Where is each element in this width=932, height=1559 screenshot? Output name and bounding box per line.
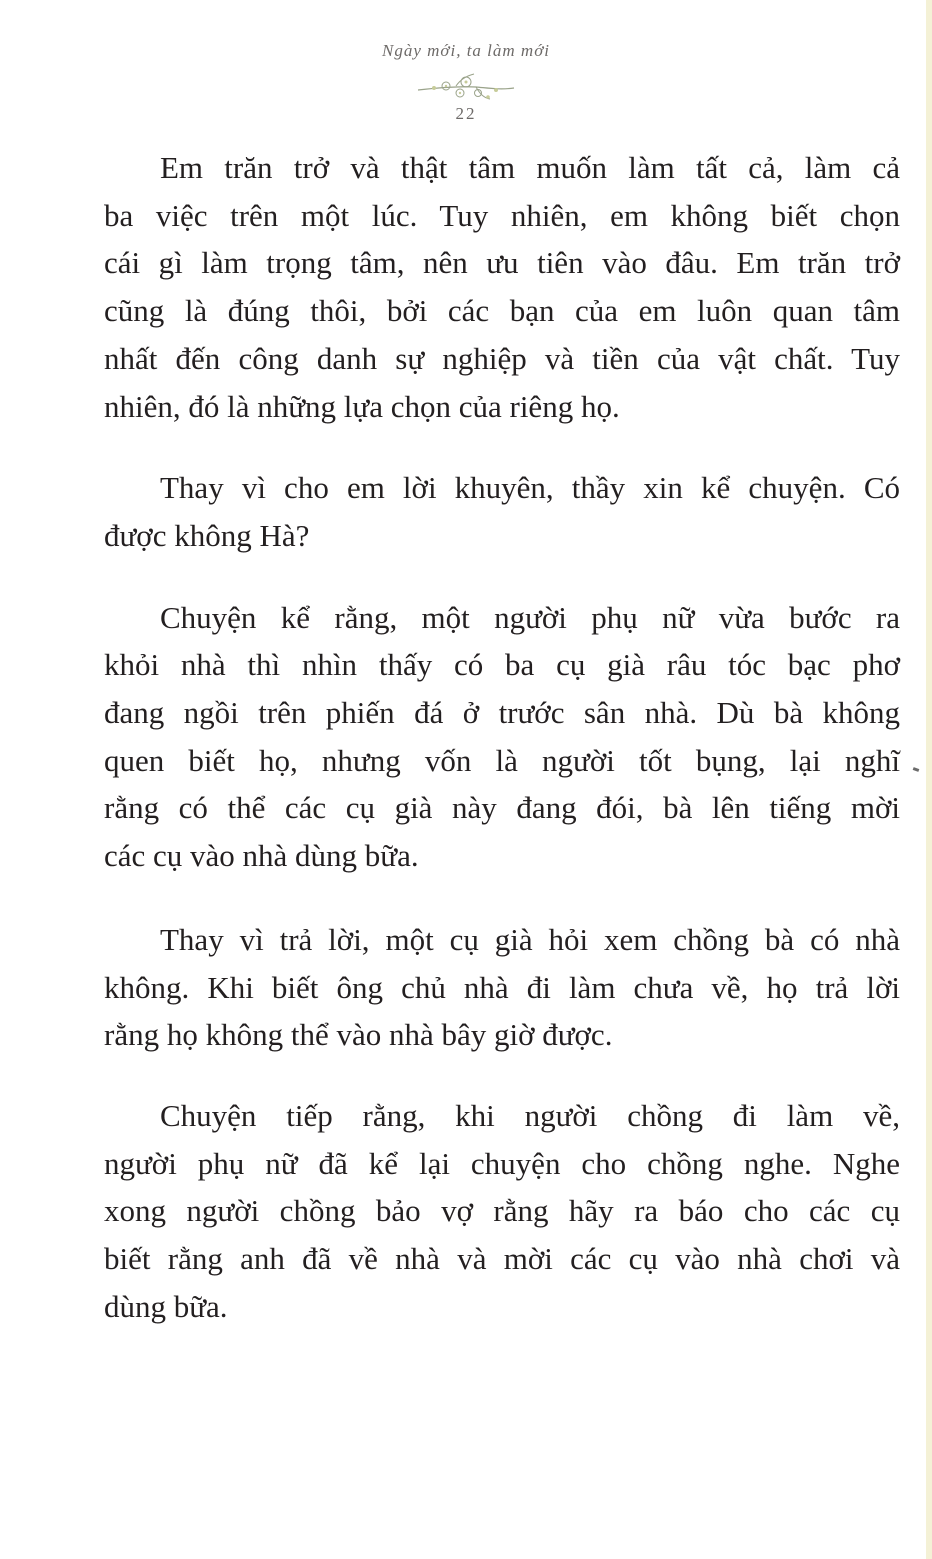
text-line: cái gì làm trọng tâm, nên ưu tiên vào đâu. Em trăn trở: [104, 245, 900, 281]
text-line: các cụ vào nhà dùng bữa.: [104, 838, 419, 874]
text-line: người phụ nữ đã kể lại chuyện cho chồng nghe. Nghe: [104, 1145, 900, 1181]
text-line: cũng là đúng thôi, bởi các bạn của em luôn quan tâm: [104, 293, 900, 329]
text-line: nhiên, đó là những lựa chọn của riêng họ.: [104, 388, 620, 424]
text-line: rằng có thể các cụ già này đang đói, bà lên tiếng mời: [104, 790, 900, 826]
body-text: [104, 144, 900, 1362]
text-line: quen biết họ, nhưng vốn là người tốt bụng, lại nghĩ: [104, 742, 900, 778]
text-line: Em trăn trở và thật tâm muốn làm tất cả, làm cả: [160, 150, 900, 185]
plum-blossom-branch-icon: [416, 66, 516, 106]
page-header: [0, 40, 932, 106]
text-line: ba việc trên một lúc. Tuy nhiên, em không biết chọn: [104, 197, 900, 233]
text-line: Thay vì trả lời, một cụ già hỏi xem chồng bà có nhà: [160, 921, 900, 957]
paragraph: [104, 464, 900, 559]
text-line: nhất đến công danh sự nghiệp và tiền của vật chất. Tuy: [104, 340, 900, 376]
running-title: Ngày mới, ta làm mới: [381, 41, 550, 60]
text-line: Thay vì cho em lời khuyên, thầy xin kể chuyện. Có: [160, 470, 900, 506]
page-edge-strip: [926, 0, 932, 1559]
text-line: rằng họ không thể vào nhà bây giờ được.: [104, 1017, 613, 1053]
text-line: khỏi nhà thì nhìn thấy có ba cụ già râu tóc bạc phơ: [104, 647, 900, 683]
text-line: không. Khi biết ông chủ nhà đi làm chưa về, họ trả lời: [104, 969, 900, 1005]
paragraph: [104, 594, 900, 880]
paragraph: [104, 144, 900, 430]
text-line: đang ngồi trên phiến đá ở trước sân nhà. Dù bà không: [104, 695, 900, 731]
text-line: biết rằng anh đã về nhà và mời các cụ vào nhà chơi và: [104, 1241, 900, 1277]
text-line: dùng bữa.: [104, 1288, 228, 1324]
paragraph: [104, 916, 900, 1059]
text-line: Chuyện kể rằng, một người phụ nữ vừa bước ra: [160, 599, 900, 635]
margin-speck: [913, 767, 920, 772]
text-line: được không Hà?: [104, 517, 310, 553]
text-line: Chuyện tiếp rằng, khi người chồng đi làm về,: [160, 1097, 900, 1133]
text-line: xong người chồng bảo vợ rằng hãy ra báo cho các cụ: [104, 1193, 900, 1229]
page-number: 22: [455, 104, 477, 123]
paragraph: [104, 1092, 900, 1331]
